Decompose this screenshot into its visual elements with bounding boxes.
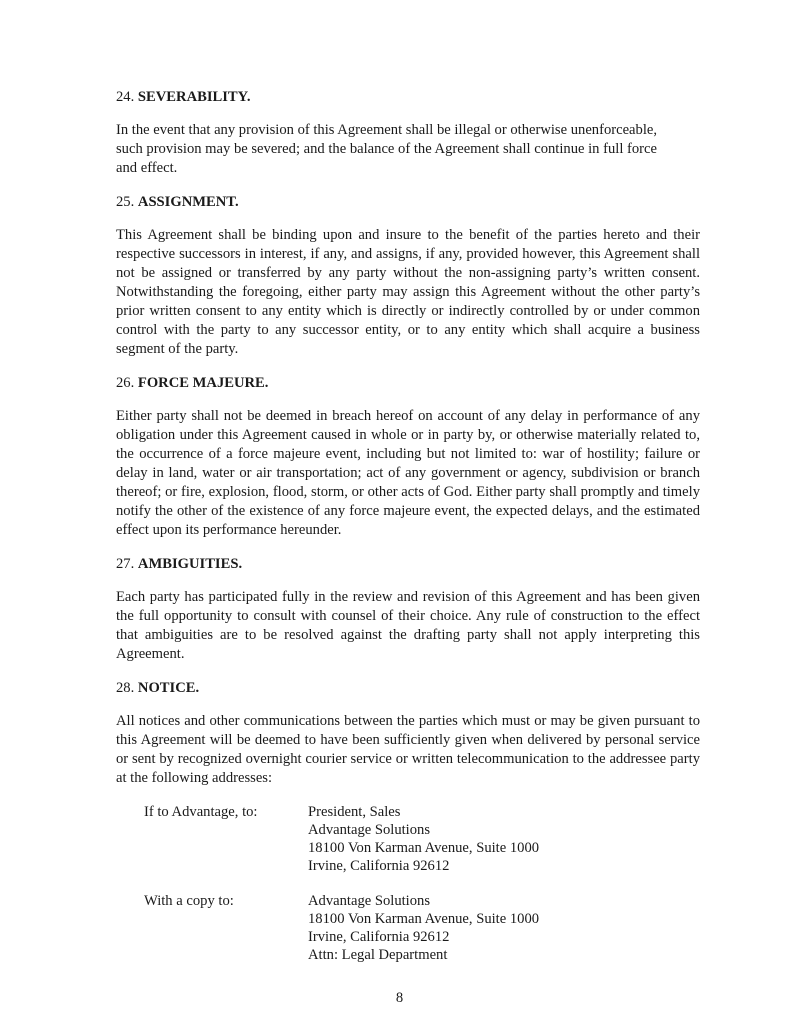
address-line: President, Sales bbox=[308, 804, 401, 820]
address-block bbox=[144, 892, 700, 964]
section-number: 27. bbox=[116, 556, 135, 572]
section-heading bbox=[116, 193, 700, 212]
section-assignment bbox=[116, 193, 700, 359]
section-body: Each party has participated fully in the review and revision of this Agreement and has been given the full opportunity to consult with counsel of their choice. Any rule of construction to the effect that ambiguities are to be resolved against the drafting party shall not apply interpreting this Agreement. bbox=[116, 589, 700, 662]
address-lines bbox=[308, 892, 539, 964]
section-heading bbox=[116, 88, 700, 107]
address-line: Irvine, California 92612 bbox=[308, 858, 450, 874]
section-number: 28. bbox=[116, 680, 135, 696]
address-line: Irvine, California 92612 bbox=[308, 929, 450, 945]
section-number: 24. bbox=[116, 89, 135, 105]
section-severability bbox=[116, 88, 700, 178]
address-label: With a copy to: bbox=[144, 893, 234, 909]
address-line: Advantage Solutions bbox=[308, 822, 431, 838]
address-line: Advantage Solutions bbox=[308, 893, 431, 909]
section-title: NOTICE. bbox=[137, 680, 200, 696]
section-notice bbox=[116, 679, 700, 964]
address-block bbox=[144, 803, 700, 875]
section-ambiguities bbox=[116, 555, 700, 664]
section-number: 25. bbox=[116, 194, 135, 210]
address-line: 18100 Von Karman Avenue, Suite 1000 bbox=[308, 911, 540, 927]
section-body: This Agreement shall be binding upon and insure to the benefit of the parties hereto and their respective successors in interest, if any, and assigns, if any, provided however, this Agreement shall not be assigned or transferred by any party without the non-assigning party’s written consent. Notwithstanding the foregoing, either party may assign this Agreement without the other party’s prior written consent to any entity which is directly or indirectly controlled by or under common control with the party to any successor entity, or to any entity which shall acquire a business segment of the party. bbox=[116, 227, 700, 357]
notice-addresses bbox=[144, 803, 700, 964]
section-body: All notices and other communications between the parties which must or may be given pursuant to this Agreement will be deemed to have been sufficiently given when delivered by personal service or sent by recognized overnight courier service or written telecommunication to the addressee party at the following addresses: bbox=[116, 713, 700, 786]
section-body: In the event that any provision of this Agreement shall be illegal or otherwise unenforceable, such provision may be severed; and the balance of the Agreement shall continue in full force and effect. bbox=[116, 122, 658, 176]
page-number: 8 bbox=[395, 990, 404, 1006]
section-title: SEVERABILITY. bbox=[137, 89, 251, 105]
section-heading bbox=[116, 374, 700, 393]
address-label: If to Advantage, to: bbox=[144, 804, 258, 820]
section-heading bbox=[116, 679, 700, 698]
section-heading bbox=[116, 555, 700, 574]
address-line: Attn: Legal Department bbox=[308, 947, 448, 963]
section-number: 26. bbox=[116, 375, 135, 391]
section-title: AMBIGUITIES. bbox=[137, 556, 243, 572]
document-page bbox=[116, 88, 700, 981]
section-force-majeure bbox=[116, 374, 700, 540]
address-lines bbox=[308, 803, 539, 875]
section-body: Either party shall not be deemed in breach hereof on account of any delay in performance of any obligation under this Agreement caused in whole or in party by, or otherwise materially related to, the occurrence of a force majeure event, including but not limited to: war of hostility; failure or delay in land, water or air transportation; act of any government or agency, subdivision or branch thereof; or fire, explosion, flood, storm, or other acts of God. Either party shall promptly and timely notify the other of the existence of any force majeure event, the expected delays, and the estimated effect upon its performance hereunder. bbox=[116, 408, 700, 538]
section-title: ASSIGNMENT. bbox=[137, 194, 239, 210]
address-line: 18100 Von Karman Avenue, Suite 1000 bbox=[308, 840, 540, 856]
section-title: FORCE MAJEURE. bbox=[137, 375, 269, 391]
